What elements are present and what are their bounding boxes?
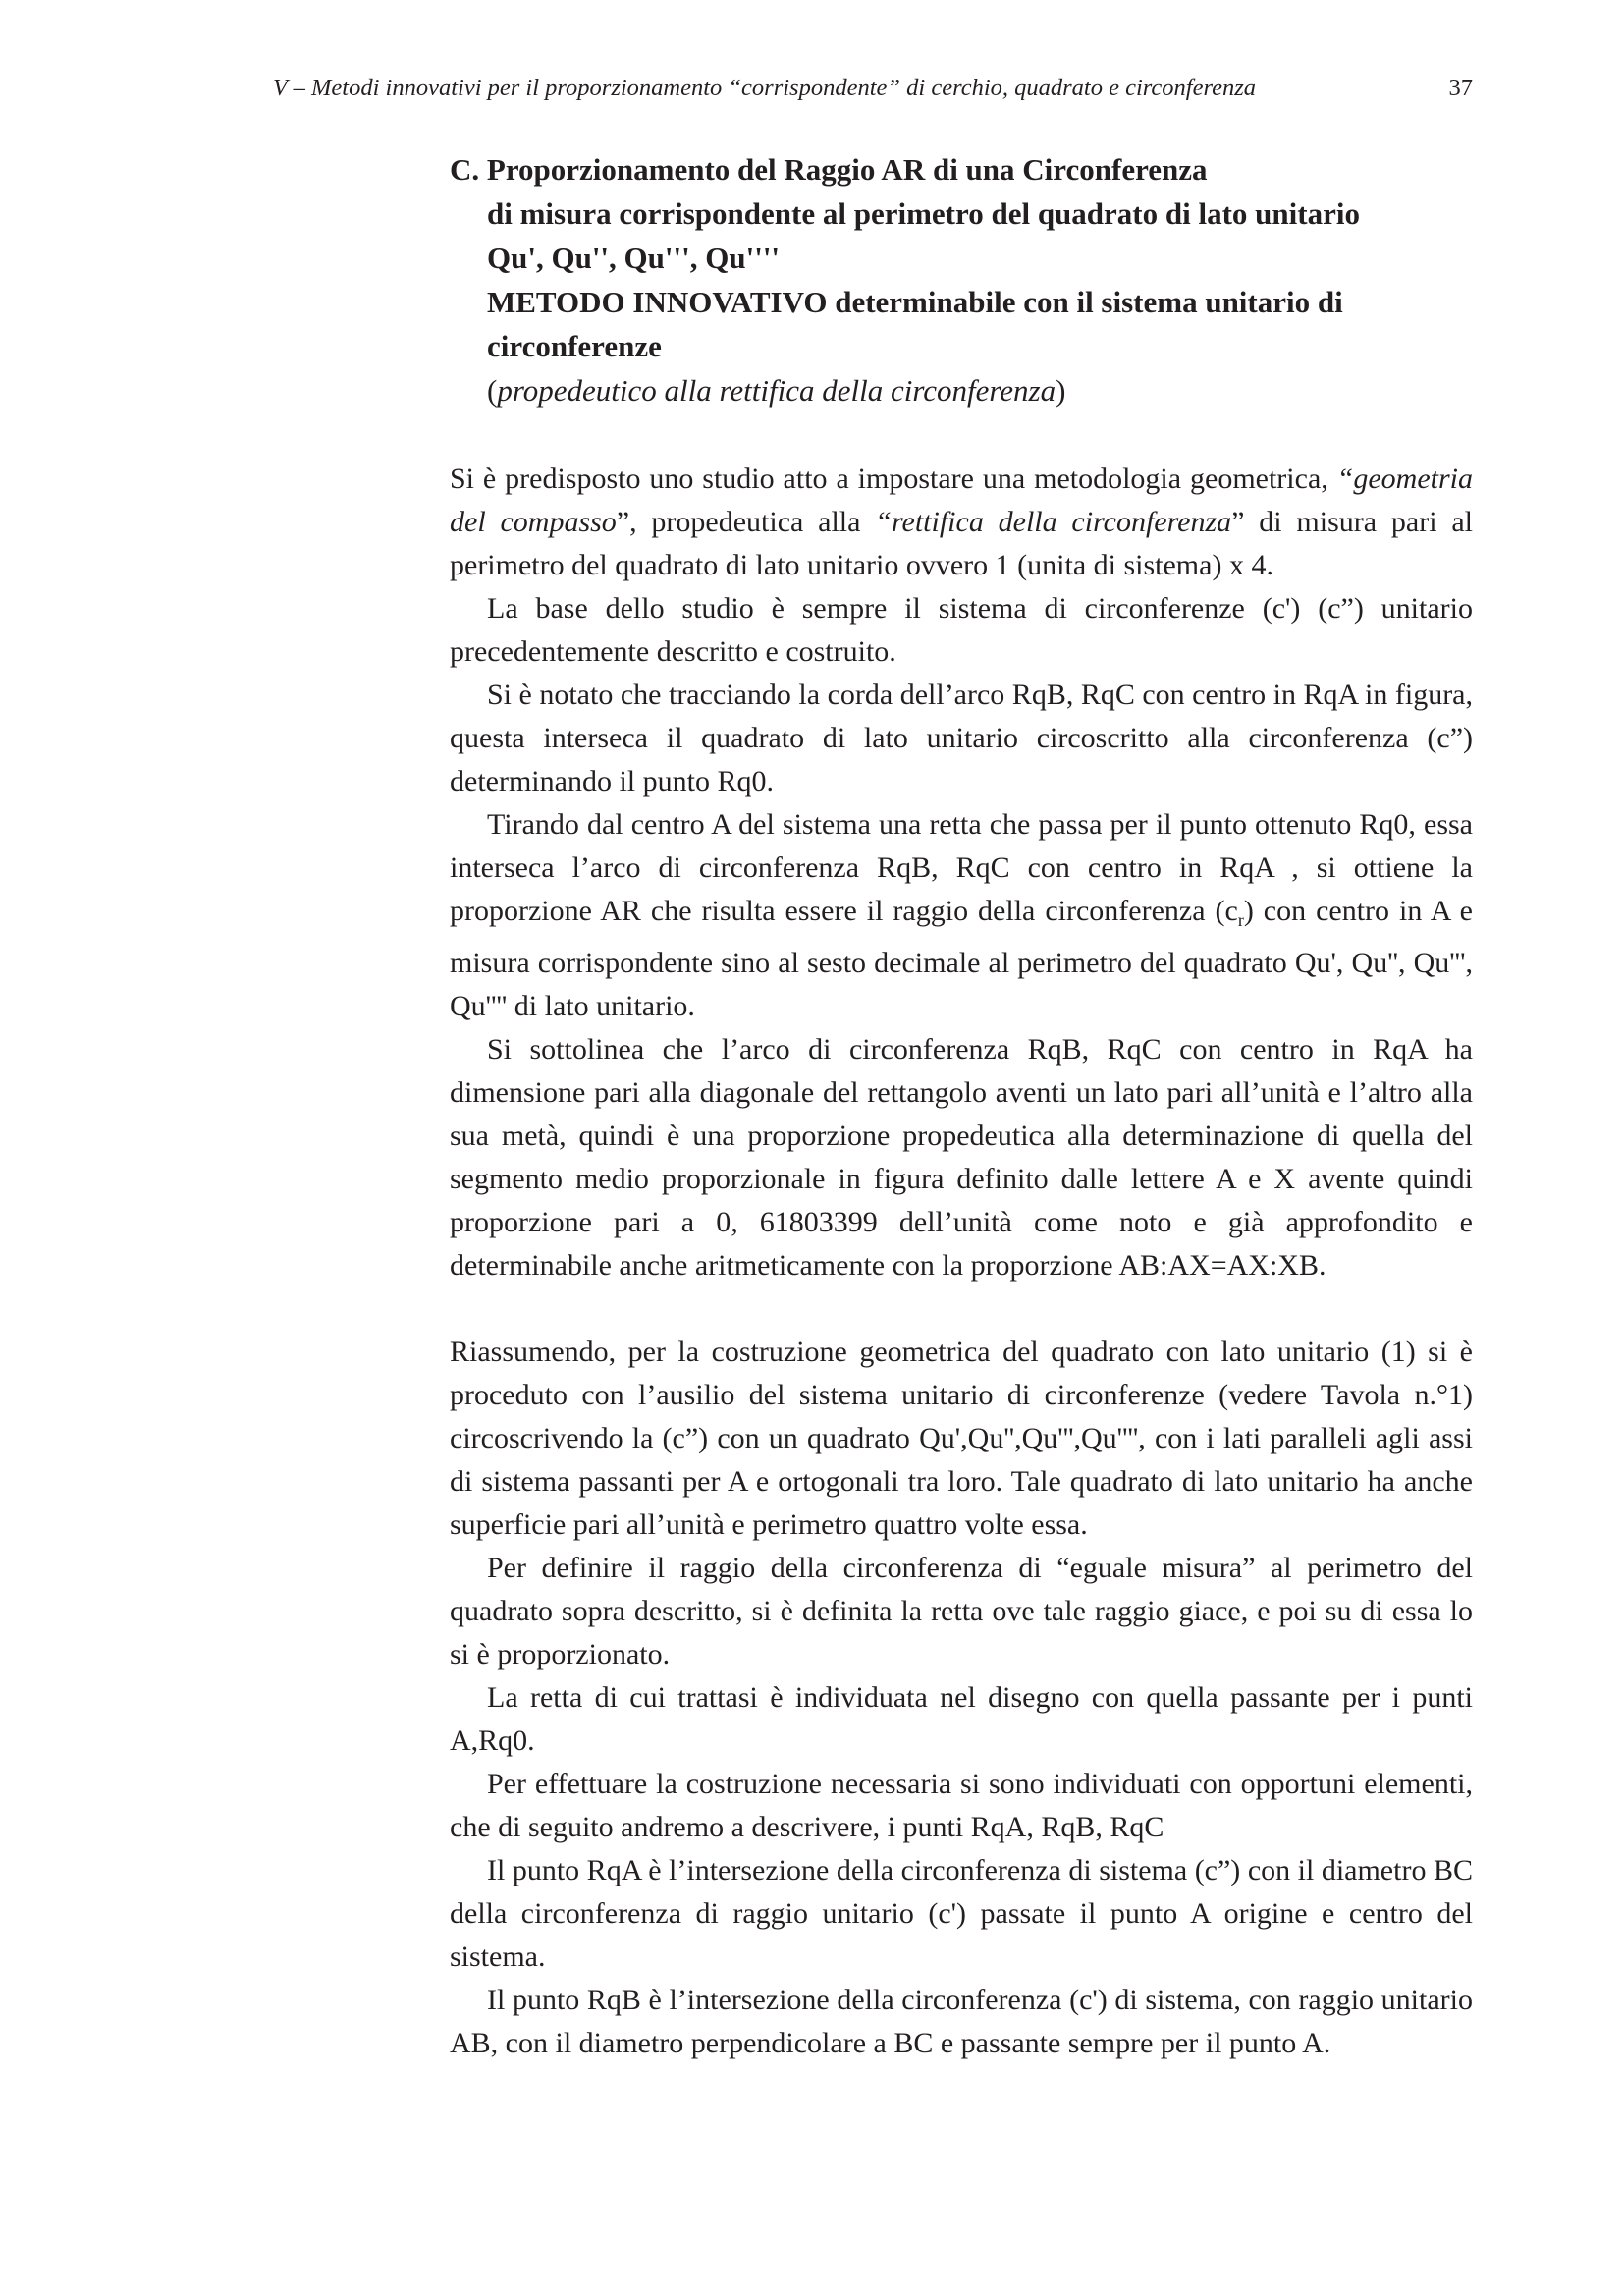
paragraph-10: Il punto RqA è l’intersezione della circonferenza di sistema (c”) con il diametro BC della circonferenza di raggio unitario (c') passate il punto A origine e centro del sistema. [450, 1854, 1473, 1973]
paragraph-6: Riassumendo, per la costruzione geometrica del quadrato con lato unitario (1) si è proceduto con l’ausilio del sistema unitario di circonferenze (vedere Tavola n.°1) circoscrivendo la (c”) con un quadrato Qu',Qu'',Qu''',Qu'''', con i lati paralleli agli assi di sistema passanti per A e ortogonali tra loro. Tale quadrato di lato unitario ha anche superficie pari all’unità e perimetro quattro volte essa. [450, 1336, 1473, 1541]
paragraph-3: Si è notato che tracciando la corda dell’arco RqB, RqC con centro in RqA in figura, questa interseca il quadrato di lato unitario circoscritto alla circonferenza (c”) determinando il punto Rq0. [450, 679, 1473, 797]
section-heading [450, 147, 1481, 412]
body-text [450, 458, 1473, 2065]
heading-line-1: C. Proporzionamento del Raggio AR di una Circonferenza [450, 152, 1208, 187]
page-number: 37 [1448, 75, 1473, 101]
paragraph-1-part-e: ” di misura pari al perimetro del quadrato di lato unitario ovvero 1 (unita di sistema) x 4. [450, 506, 1473, 581]
paragraph-4 [450, 803, 1473, 1028]
paragraph-7: Per definire il raggio della circonferenza di “eguale misura” al perimetro del quadrato sopra descritto, si è definita la retta ove tale raggio giace, e poi su di essa lo si è proporzionato. [450, 1552, 1473, 1670]
paragraph-5: Si sottolinea che l’arco di circonferenza RqB, RqC con centro in RqA ha dimensione pari alla diagonale del rettangolo aventi un lato pari all’unità e l’altro alla sua metà, quindi è una proporzione propedeutica alla determinazione di quella del segmento medio proporzionale in figura definito dalle lettere A e X avente quindi proporzione pari a 0, 61803399 dell’unità come noto e già approfondito e determinabile anche aritmeticamente con la proporzione AB:AX=AX:XB. [450, 1033, 1473, 1282]
paragraph-4-part-b: ) con centro in A e misura corrispondente sino al sesto decimale al perimetro del quadrato Qu', Qu'', Qu''', Qu'''' di lato unitario. [450, 895, 1473, 1022]
paragraph-2: La base dello studio è sempre il sistema di circonferenze (c') (c”) unitario precedentemente descritto e costruito. [450, 592, 1473, 668]
heading-paren-open: ( [487, 373, 498, 408]
heading-line-5: circonferenze [487, 329, 662, 363]
paragraph-4-part-a: Tirando dal centro A del sistema una retta che passa per il punto ottenuto Rq0, essa interseca l’arco di circonferenza RqB, RqC con centro in RqA , si ottiene la proporzione AR che risulta essere il raggio della circonferenza (c [450, 808, 1473, 927]
paragraph-4-subscript: r [1237, 910, 1244, 930]
paragraph-1-part-c: ”, propedeutica alla [616, 506, 876, 538]
heading-line-3: Qu', Qu'', Qu''', Qu'''' [487, 241, 781, 275]
paragraph-1-italic-rettifica: “rettifica della circonferenza [875, 506, 1232, 538]
paragraph-1-part-a: Si è predisposto uno studio atto a impostare una metodologia geometrica, [450, 463, 1337, 495]
heading-subtitle-italic: propedeutico alla rettifica della circonferenza [497, 373, 1056, 408]
paragraph-9: Per effettuare la costruzione necessaria si sono individuati con opportuni elementi, che di seguito andremo a descrivere, i punti RqA, RqB, RqC [450, 1768, 1473, 1843]
paragraph-11: Il punto RqB è l’intersezione della circonferenza (c') di sistema, con raggio unitario AB, con il diametro perpendicolare a BC e passante sempre per il punto A. [450, 1984, 1473, 2059]
paragraph-8: La retta di cui trattasi è individuata nel disegno con quella passante per i punti A,Rq0. [450, 1681, 1473, 1757]
running-head [273, 73, 1473, 104]
paragraph-1 [450, 458, 1473, 587]
running-head-title: V – Metodi innovativi per il proporzionamento “corrispondente” di cerchio, quadrato e circonferenza [273, 75, 1256, 101]
heading-line-2: di misura corrispondente al perimetro del quadrato di lato unitario [487, 196, 1360, 231]
heading-line-4: METODO INNOVATIVO determinabile con il sistema unitario di [487, 285, 1343, 319]
heading-paren-close: ) [1056, 373, 1066, 408]
paragraph-1-italic-compasso: “geometria del compasso [450, 463, 1473, 538]
heading-line-6 [450, 368, 1481, 412]
